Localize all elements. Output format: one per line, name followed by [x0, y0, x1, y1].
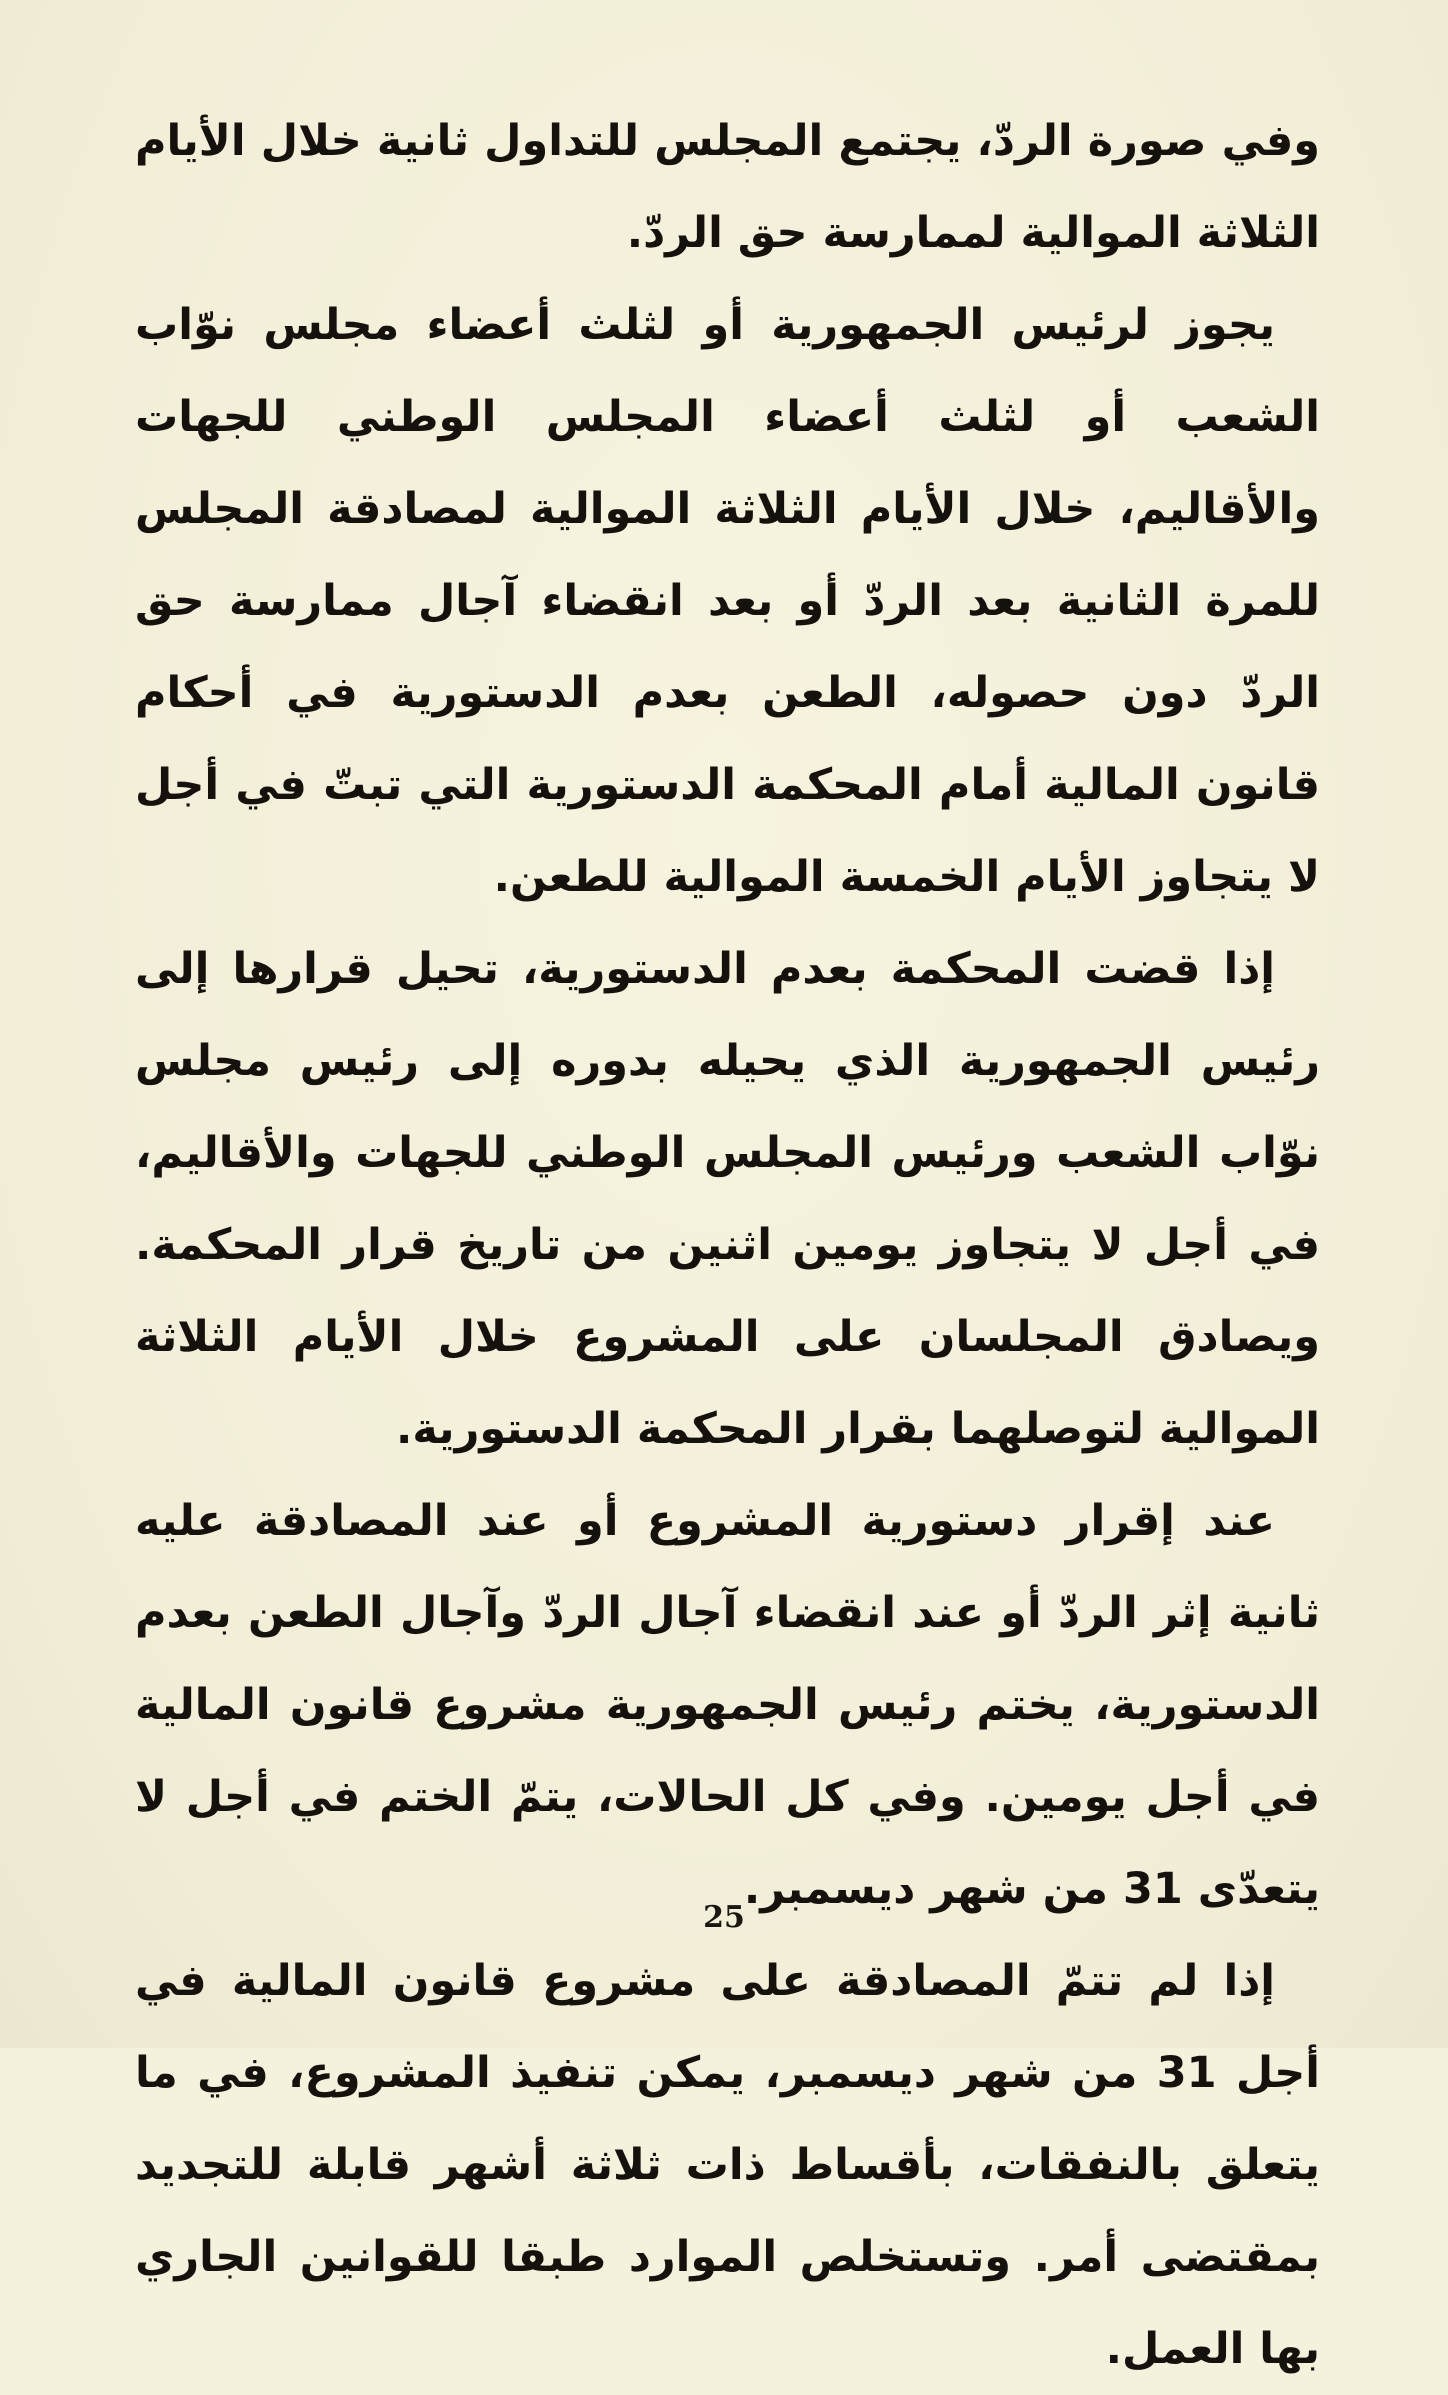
page-number: 25	[703, 1900, 745, 1935]
paragraph-4: عند إقرار دستورية المشروع أو عند المصادقة عليه ثانية إثر الردّ أو عند انقضاء آجال الردّ وآجال الطعن بعدم الدستورية، يختم رئيس الجمهورية مشروع قانون المالية في أجل يومين. وفي كل الحالات، يتمّ الختم في أجل لا يتعدّى 31 من شهر ديسمبر.	[135, 1496, 1320, 1914]
paragraph-3: إذا قضت المحكمة بعدم الدستورية، تحيل قرارها إلى رئيس الجمهورية الذي يحيله بدوره إلى رئيس مجلس نوّاب الشعب ورئيس المجلس الوطني للجهات والأقاليم، في أجل لا يتجاوز يومين اثنين من تاريخ قرار المحكمة. ويصادق المجلسان على المشروع خلال الأيام الثلاثة الموالية لتوصلهما بقرار المحكمة الدستورية.	[135, 944, 1320, 1454]
body-text	[135, 95, 1320, 2395]
paragraph-1: وفي صورة الردّ، يجتمع المجلس للتداول ثانية خلال الأيام الثلاثة الموالية لممارسة حق الردّ.	[135, 116, 1320, 258]
paragraph-2: يجوز لرئيس الجمهورية أو لثلث أعضاء مجلس نوّاب الشعب أو لثلث أعضاء المجلس الوطني للجهات والأقاليم، خلال الأيام الثلاثة الموالية لمصادقة المجلس للمرة الثانية بعد الردّ أو بعد انقضاء آجال ممارسة حق الردّ دون حصوله، الطعن بعدم الدستورية في أحكام قانون المالية أمام المحكمة الدستورية التي تبتّ في أجل لا يتجاوز الأيام الخمسة الموالية للطعن.	[135, 300, 1320, 902]
paragraph-5: إذا لم تتمّ المصادقة على مشروع قانون المالية في أجل 31 من شهر ديسمبر، يمكن تنفيذ المشروع، في ما يتعلق بالنفقات، بأقساط ذات ثلاثة أشهر قابلة للتجديد بمقتضى أمر. وتستخلص الموارد طبقا للقوانين الجاري بها العمل.	[135, 1956, 1320, 2374]
